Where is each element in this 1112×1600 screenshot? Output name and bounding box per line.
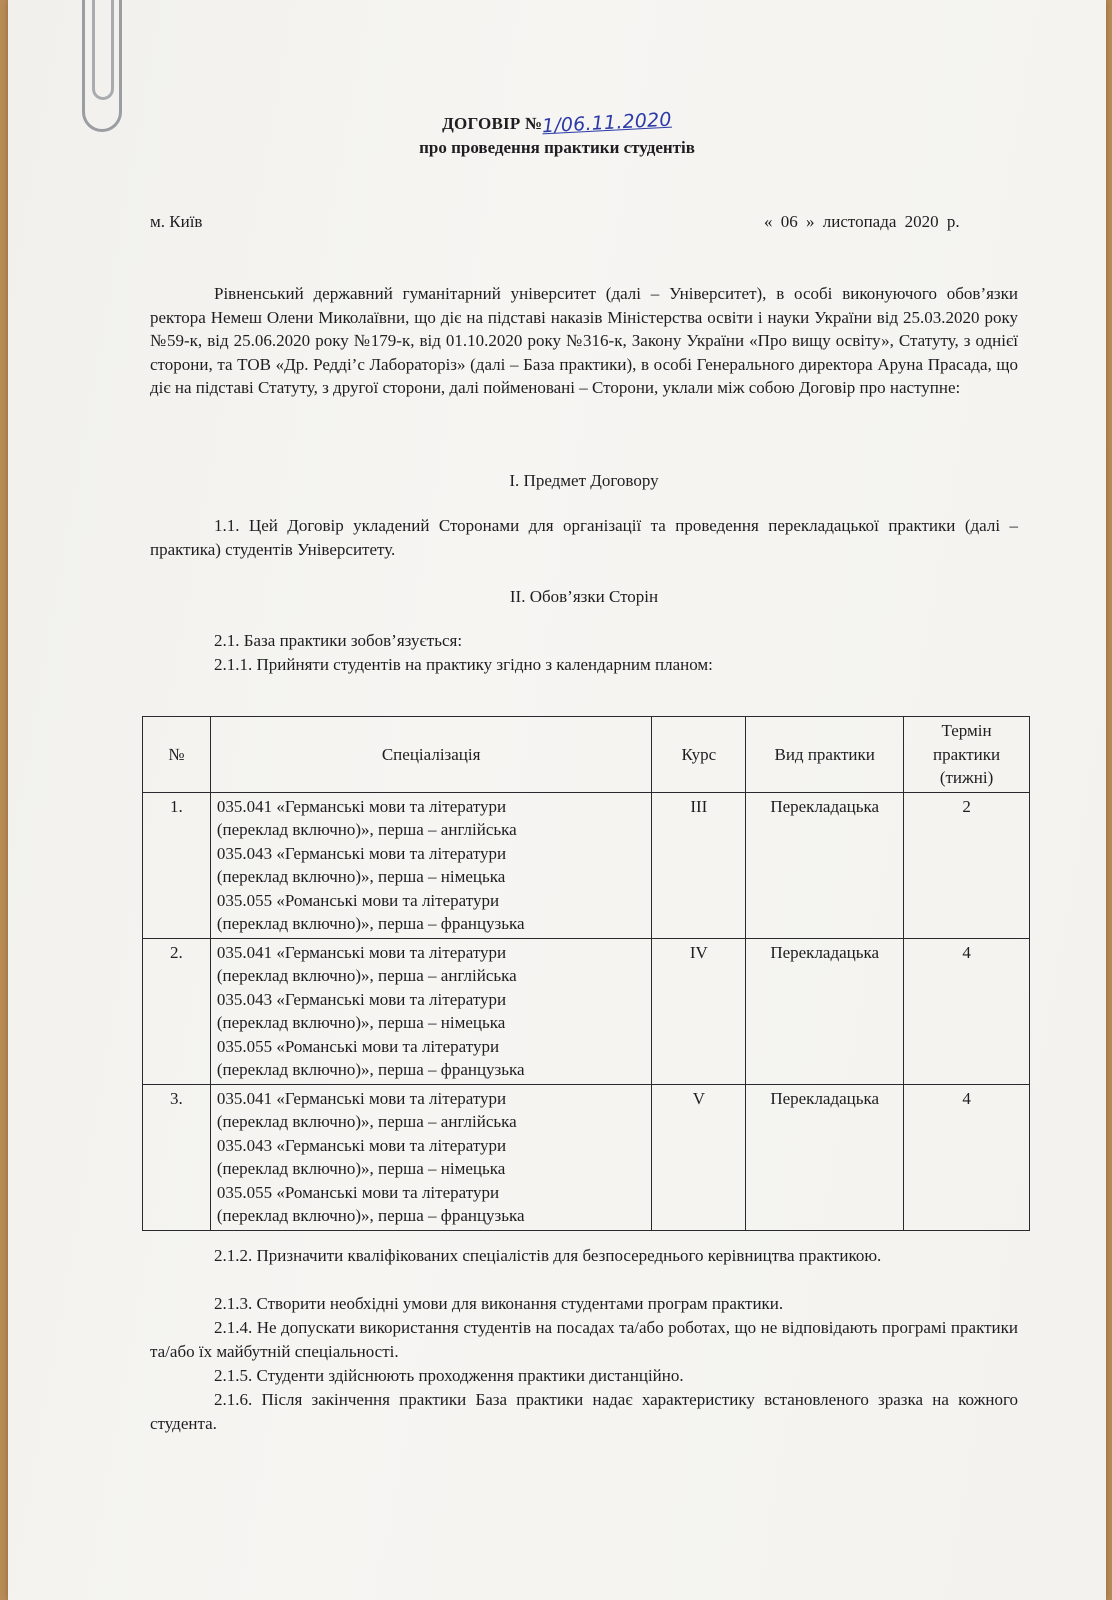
table-row	[143, 792, 1030, 938]
row-practice-kind: Перекладацька	[746, 792, 904, 938]
col-header-specialization: Спеціалізація	[210, 717, 652, 793]
row-practice-kind: Перекладацька	[746, 1084, 904, 1230]
table-header-row	[143, 717, 1030, 793]
spec-line: (переклад включно)», перша – англійська	[216, 820, 517, 839]
row-course: IV	[652, 938, 746, 1084]
paragraph-2-1-3: 2.1.3. Створити необхідні умови для виконання студентами програм практики.	[214, 1294, 784, 1313]
document-title	[8, 108, 1106, 138]
paragraph-2-1-1: 2.1.1. Прийняти студентів на практику згідно з календарним планом:	[214, 655, 713, 674]
row-term: 2	[904, 792, 1030, 938]
title-block	[8, 108, 1106, 158]
spec-line: 035.041 «Германські мови та літератури	[216, 796, 507, 816]
spec-line: 035.055 «Романські мови та літератури	[216, 1036, 500, 1056]
spec-line: 035.041 «Германські мови та літератури	[216, 942, 507, 962]
contract-date: « 06 » листопада 2020 р.	[764, 212, 960, 231]
paragraph-2-1-4: 2.1.4. Не допускати використання студентів на посадах та/або роботах, що не відповідають програмі практики та/або їх майбутній спеціальності.	[150, 1318, 1018, 1361]
spec-line: (переклад включно)», перша – англійська	[216, 1112, 517, 1131]
document-page	[8, 0, 1106, 1600]
row-course: III	[652, 792, 746, 938]
row-specialization	[210, 792, 652, 938]
section-2-heading: II. Обов’язки Сторін	[509, 587, 659, 606]
spec-line: (переклад включно)», перша – французька	[216, 1060, 525, 1079]
col-header-practice-kind: Вид практики	[746, 717, 904, 793]
spec-line: 035.043 «Германські мови та літератури	[216, 1135, 507, 1155]
row-number: 1.	[143, 792, 211, 938]
table-row	[143, 1084, 1030, 1230]
col-header-course: Курс	[652, 717, 746, 793]
row-specialization	[210, 1084, 652, 1230]
paragraph-2-1-6: 2.1.6. Після закінчення практики База практики надає характеристику встановленого зразка на кожного студента.	[150, 1390, 1018, 1433]
col-header-number: №	[143, 717, 211, 793]
document-subtitle: про проведення практики студентів	[419, 138, 695, 157]
spec-line: 035.055 «Романські мови та літератури	[216, 890, 500, 910]
table-row	[143, 938, 1030, 1084]
row-specialization	[210, 938, 652, 1084]
paragraph-2-1-5: 2.1.5. Студенти здійснюють проходження практики дистанційно.	[214, 1366, 684, 1385]
spec-line: 035.055 «Романські мови та літератури	[216, 1182, 500, 1202]
row-term: 4	[904, 1084, 1030, 1230]
paragraph-2-1-2: 2.1.2. Призначити кваліфікованих спеціалістів для безпосереднього керівництва практикою.	[214, 1246, 882, 1265]
spec-line: 035.041 «Германські мови та літератури	[216, 1088, 507, 1108]
spec-line: (переклад включно)», перша – англійська	[216, 966, 517, 985]
spec-line: (переклад включно)», перша – французька	[216, 914, 525, 933]
paperclip-inner-image	[92, 0, 114, 100]
spec-line: (переклад включно)», перша – французька	[216, 1206, 525, 1225]
paragraph-2-1: 2.1. База практики зобов’язується:	[214, 631, 463, 650]
handwritten-contract-number: 1/06.11.2020	[541, 108, 673, 138]
row-number: 3.	[143, 1084, 211, 1230]
paragraph-1-1: 1.1. Цей Договір укладений Сторонами для організації та проведення перекладацької практики (далі – практика) студентів Університету.	[150, 516, 1018, 559]
row-number: 2.	[143, 938, 211, 1084]
calendar-plan-table	[142, 716, 1030, 1231]
row-term: 4	[904, 938, 1030, 1084]
spec-line: 035.043 «Германські мови та літератури	[216, 843, 507, 863]
spec-line: (переклад включно)», перша – німецька	[216, 1159, 506, 1178]
city: м. Київ	[150, 212, 203, 231]
section-1-heading: I. Предмет Договору	[509, 471, 659, 490]
row-course: V	[652, 1084, 746, 1230]
spec-line: (переклад включно)», перша – німецька	[216, 867, 506, 886]
col-header-term: Термін практики (тижні)	[904, 717, 1030, 793]
spec-line: (переклад включно)», перша – німецька	[216, 1013, 506, 1032]
preamble-paragraph: Рівненський державний гуманітарний університет (далі – Університет), в особі виконуючого обов’язки ректора Немеш Олени Миколаївни, що діє на підставі наказів Міністерства освіти і науки України від 25.03.2020 року №59-к, від 25.06.2020 року №179-к, від 01.10.2020 року №316-к, Закону України «Про вищу освіту», Статуту, з однієї сторони, та ТОВ «Др. Редді’с Лабораторіз» (далі – База практики), в особі Генерального директора Аруна Прасада, що діє на підставі Статуту, з другої сторони, далі пойменовані – Сторони, уклали між собою Договір про наступне:	[150, 284, 1018, 397]
title-text: ДОГОВІР №	[442, 114, 543, 133]
spec-line: 035.043 «Германські мови та літератури	[216, 989, 507, 1009]
row-practice-kind: Перекладацька	[746, 938, 904, 1084]
